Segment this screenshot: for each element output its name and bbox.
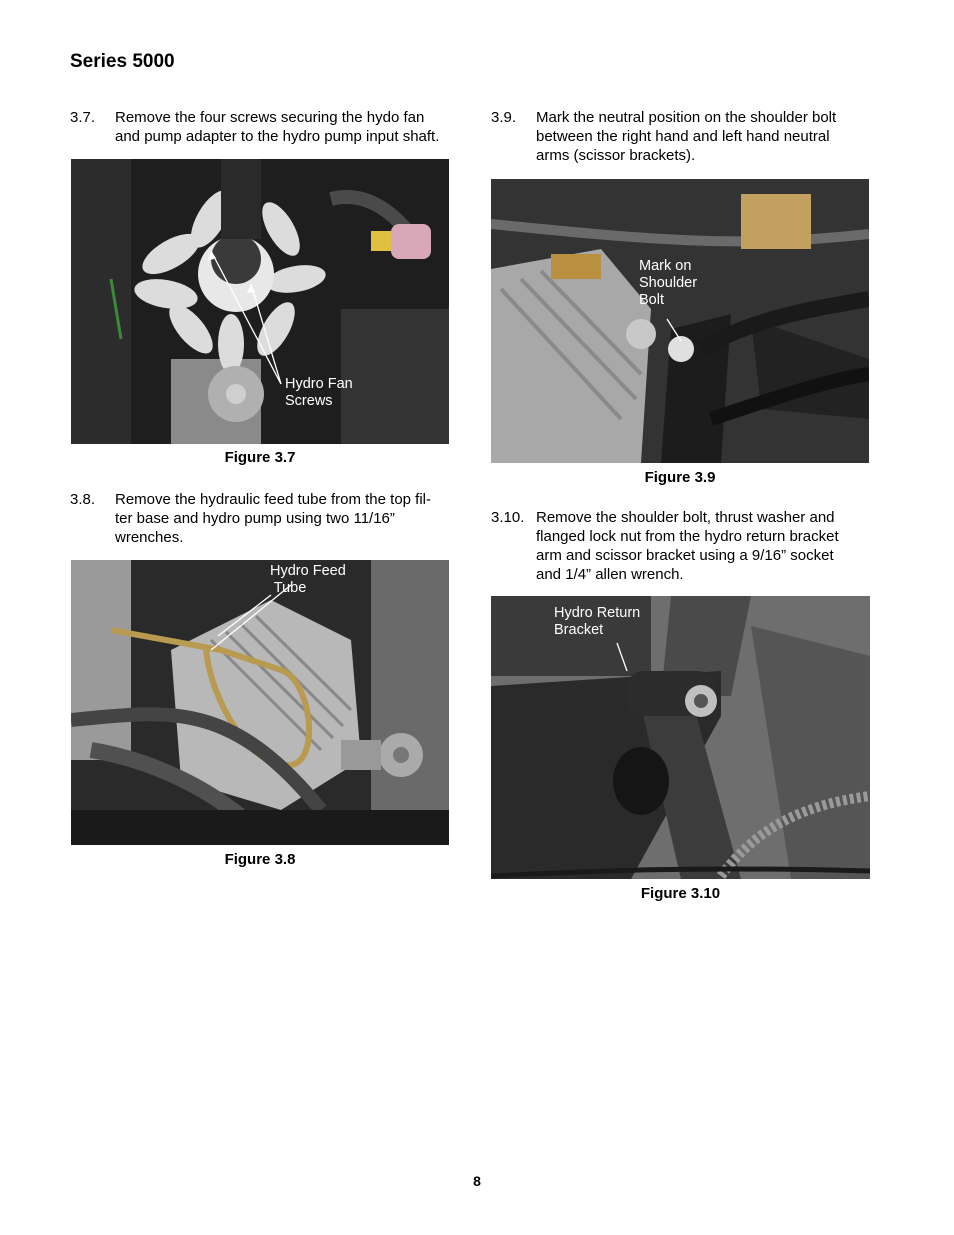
step-text-line: arms (scissor brackets). [536,147,696,164]
step-number: 3.9. [491,109,517,126]
callout-hydro-feed-tube: Hydro Feed Tube [270,563,346,596]
step-number: 3.7. [70,109,96,126]
figure-caption: Figure 3.7 [224,449,296,466]
callout-hydro-return-bracket: Hydro Return Bracket [554,605,641,638]
figure-caption: Figure 3.9 [644,469,716,486]
step-text-line: ter base and hydro pump using two 11/16” [115,510,395,527]
step-text-line: wrenches. [115,529,184,546]
page-number: 8 [473,1173,481,1189]
step-number: 3.10. [491,509,525,526]
figure-3-9-photo [491,179,869,463]
figure-caption: Figure 3.10 [640,885,721,902]
callout-hydro-fan-screws: Hydro Fan Screws [285,376,353,409]
step-3-10 [491,508,881,588]
step-3-7 [70,108,460,148]
step-text-line: arm and scissor bracket using a 9/16” socket [536,547,834,564]
step-text-line: Remove the four screws securing the hydo fan [115,109,425,126]
callout-mark-on-shoulder-bolt: Mark on Shoulder Bolt [639,258,698,308]
step-number: 3.8. [70,491,96,508]
step-text-line: flanged lock nut from the hydro return bracket [536,528,839,545]
step-text-line: Remove the hydraulic feed tube from the top fil- [115,491,431,508]
step-text-line: Mark the neutral position on the shoulder bolt [536,109,837,126]
step-text-line: and 1/4” allen wrench. [536,566,684,583]
figure-3-10-photo [491,596,870,879]
figure-3-7-photo [71,159,449,444]
figure-3-8-photo [71,560,449,845]
page-title: Series 5000 [70,51,175,72]
step-text-line: between the right hand and left hand neutral [536,128,830,145]
step-3-8 [70,490,460,550]
figure-caption: Figure 3.8 [224,851,296,868]
step-text-line: and pump adapter to the hydro pump input shaft. [115,128,440,145]
step-text-line: Remove the shoulder bolt, thrust washer and [536,509,835,526]
step-3-9 [491,108,881,168]
